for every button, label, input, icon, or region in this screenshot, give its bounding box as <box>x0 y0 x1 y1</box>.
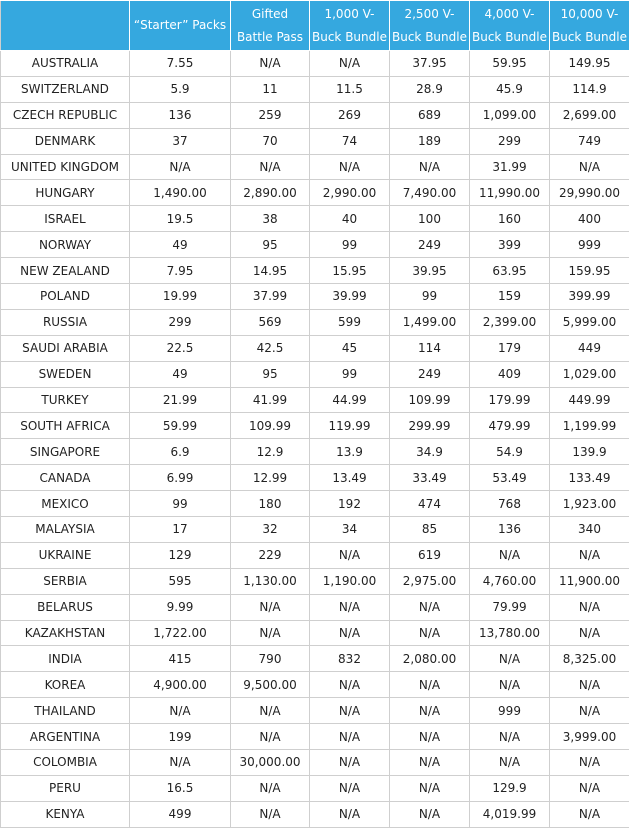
vbuck-2500-cell: 249 <box>390 361 470 387</box>
vbuck-4000-cell: N/A <box>470 542 550 568</box>
vbuck-4000-cell: 160 <box>470 206 550 232</box>
country-cell: THAILAND <box>1 698 130 724</box>
country-cell: KENYA <box>1 801 130 827</box>
table-row <box>1 206 629 232</box>
vbuck-1000-cell: 119.99 <box>310 413 390 439</box>
vbuck-1000-cell: 599 <box>310 309 390 335</box>
vbuck-4000-cell: 4,760.00 <box>470 568 550 594</box>
vbuck-10000-cell: 5,999.00 <box>550 309 629 335</box>
starter-packs-cell: 5.9 <box>130 76 231 102</box>
header-gifted-battle-pass: Gifted Battle Pass <box>231 1 310 51</box>
gifted-battle-pass-cell: 790 <box>231 646 310 672</box>
starter-packs-cell: 7.95 <box>130 258 231 284</box>
gifted-battle-pass-cell: 70 <box>231 128 310 154</box>
starter-packs-cell: 4,900.00 <box>130 672 231 698</box>
vbuck-4000-cell: 63.95 <box>470 258 550 284</box>
country-cell: NEW ZEALAND <box>1 258 130 284</box>
country-cell: MALAYSIA <box>1 517 130 543</box>
starter-packs-cell: 22.5 <box>130 335 231 361</box>
vbuck-10000-cell: N/A <box>550 698 629 724</box>
country-cell: UKRAINE <box>1 542 130 568</box>
starter-packs-cell: 595 <box>130 568 231 594</box>
vbuck-2500-cell: 249 <box>390 232 470 258</box>
gifted-battle-pass-cell: 95 <box>231 232 310 258</box>
gifted-battle-pass-cell: 38 <box>231 206 310 232</box>
country-cell: POLAND <box>1 284 130 310</box>
table-row <box>1 102 629 128</box>
vbuck-1000-cell: 2,990.00 <box>310 180 390 206</box>
vbuck-4000-cell: 299 <box>470 128 550 154</box>
starter-packs-cell: 199 <box>130 724 231 750</box>
vbuck-10000-cell: 139.9 <box>550 439 629 465</box>
vbuck-4000-cell: N/A <box>470 646 550 672</box>
gifted-battle-pass-cell: 32 <box>231 517 310 543</box>
table-row <box>1 258 629 284</box>
country-cell: UNITED KINGDOM <box>1 154 130 180</box>
vbuck-2500-cell: 2,080.00 <box>390 646 470 672</box>
vbuck-2500-cell: 1,499.00 <box>390 309 470 335</box>
vbuck-10000-cell: 1,199.99 <box>550 413 629 439</box>
vbuck-4000-cell: 54.9 <box>470 439 550 465</box>
vbuck-10000-cell: 3,999.00 <box>550 724 629 750</box>
vbuck-2500-cell: N/A <box>390 750 470 776</box>
vbuck-4000-cell: 4,019.99 <box>470 801 550 827</box>
starter-packs-cell: 1,490.00 <box>130 180 231 206</box>
country-cell: COLOMBIA <box>1 750 130 776</box>
starter-packs-cell: 415 <box>130 646 231 672</box>
vbuck-2500-cell: 28.9 <box>390 76 470 102</box>
vbuck-1000-cell: 1,190.00 <box>310 568 390 594</box>
table-row <box>1 128 629 154</box>
starter-packs-cell: 99 <box>130 491 231 517</box>
vbuck-1000-cell: 99 <box>310 361 390 387</box>
country-cell: PERU <box>1 775 130 801</box>
vbuck-4000-cell: 159 <box>470 284 550 310</box>
starter-packs-cell: 21.99 <box>130 387 231 413</box>
vbuck-2500-cell: N/A <box>390 801 470 827</box>
vbuck-1000-cell: N/A <box>310 775 390 801</box>
table-row <box>1 568 629 594</box>
country-cell: HUNGARY <box>1 180 130 206</box>
gifted-battle-pass-cell: N/A <box>231 775 310 801</box>
starter-packs-cell: 37 <box>130 128 231 154</box>
vbuck-2500-cell: 2,975.00 <box>390 568 470 594</box>
vbuck-4000-cell: 136 <box>470 517 550 543</box>
vbuck-2500-cell: 299.99 <box>390 413 470 439</box>
vbuck-2500-cell: N/A <box>390 672 470 698</box>
vbuck-2500-cell: 474 <box>390 491 470 517</box>
gifted-battle-pass-cell: N/A <box>231 51 310 77</box>
vbuck-4000-cell: 59.95 <box>470 51 550 77</box>
vbuck-1000-cell: 13.49 <box>310 465 390 491</box>
gifted-battle-pass-cell: N/A <box>231 154 310 180</box>
gifted-battle-pass-cell: 37.99 <box>231 284 310 310</box>
country-cell: SOUTH AFRICA <box>1 413 130 439</box>
vbuck-4000-cell: 768 <box>470 491 550 517</box>
vbuck-10000-cell: 340 <box>550 517 629 543</box>
vbuck-10000-cell: 133.49 <box>550 465 629 491</box>
gifted-battle-pass-cell: 229 <box>231 542 310 568</box>
vbuck-10000-cell: 29,990.00 <box>550 180 629 206</box>
vbuck-2500-cell: 619 <box>390 542 470 568</box>
header-country <box>1 1 130 51</box>
vbuck-10000-cell: 449 <box>550 335 629 361</box>
header-2500-vbuck-bundle: 2,500 V-Buck Bundle <box>390 1 470 51</box>
header-10000-vbuck-bundle: 10,000 V-Buck Bundle <box>550 1 629 51</box>
vbuck-1000-cell: N/A <box>310 620 390 646</box>
gifted-battle-pass-cell: 259 <box>231 102 310 128</box>
starter-packs-cell: 499 <box>130 801 231 827</box>
table-row <box>1 646 629 672</box>
starter-packs-cell: 7.55 <box>130 51 231 77</box>
vbuck-1000-cell: 11.5 <box>310 76 390 102</box>
vbuck-10000-cell: 11,900.00 <box>550 568 629 594</box>
vbuck-10000-cell: 749 <box>550 128 629 154</box>
vbuck-4000-cell: N/A <box>470 672 550 698</box>
country-cell: SAUDI ARABIA <box>1 335 130 361</box>
gifted-battle-pass-cell: N/A <box>231 698 310 724</box>
gifted-battle-pass-cell: N/A <box>231 620 310 646</box>
vbuck-1000-cell: N/A <box>310 542 390 568</box>
vbuck-1000-cell: 39.99 <box>310 284 390 310</box>
vbuck-10000-cell: 449.99 <box>550 387 629 413</box>
vbuck-10000-cell: 2,699.00 <box>550 102 629 128</box>
vbuck-1000-cell: 269 <box>310 102 390 128</box>
country-cell: CZECH REPUBLIC <box>1 102 130 128</box>
vbuck-10000-cell: N/A <box>550 801 629 827</box>
vbuck-2500-cell: N/A <box>390 698 470 724</box>
header-row <box>1 1 629 51</box>
table-row <box>1 413 629 439</box>
starter-packs-cell: 49 <box>130 361 231 387</box>
vbuck-1000-cell: N/A <box>310 51 390 77</box>
starter-packs-cell: 299 <box>130 309 231 335</box>
table-body <box>1 51 629 828</box>
vbuck-1000-cell: 34 <box>310 517 390 543</box>
vbuck-2500-cell: N/A <box>390 620 470 646</box>
vbuck-4000-cell: N/A <box>470 750 550 776</box>
header-starter-packs: “Starter” Packs <box>130 1 231 51</box>
vbuck-10000-cell: N/A <box>550 775 629 801</box>
starter-packs-cell: 19.99 <box>130 284 231 310</box>
vbuck-4000-cell: 31.99 <box>470 154 550 180</box>
vbuck-1000-cell: N/A <box>310 724 390 750</box>
gifted-battle-pass-cell: 569 <box>231 309 310 335</box>
country-cell: TURKEY <box>1 387 130 413</box>
table-row <box>1 491 629 517</box>
vbuck-10000-cell: 999 <box>550 232 629 258</box>
vbuck-2500-cell: 33.49 <box>390 465 470 491</box>
table-row <box>1 542 629 568</box>
vbuck-2500-cell: 109.99 <box>390 387 470 413</box>
vbuck-1000-cell: N/A <box>310 698 390 724</box>
vbuck-10000-cell: N/A <box>550 154 629 180</box>
vbuck-1000-cell: 45 <box>310 335 390 361</box>
vbuck-1000-cell: N/A <box>310 750 390 776</box>
vbuck-2500-cell: 34.9 <box>390 439 470 465</box>
vbuck-4000-cell: 999 <box>470 698 550 724</box>
country-cell: SERBIA <box>1 568 130 594</box>
vbuck-2500-cell: N/A <box>390 775 470 801</box>
table-row <box>1 309 629 335</box>
starter-packs-cell: 1,722.00 <box>130 620 231 646</box>
gifted-battle-pass-cell: 12.9 <box>231 439 310 465</box>
vbuck-10000-cell: 400 <box>550 206 629 232</box>
table-row <box>1 724 629 750</box>
vbuck-4000-cell: N/A <box>470 724 550 750</box>
table-row <box>1 750 629 776</box>
gifted-battle-pass-cell: 2,890.00 <box>231 180 310 206</box>
table-row <box>1 517 629 543</box>
gifted-battle-pass-cell: 42.5 <box>231 335 310 361</box>
gifted-battle-pass-cell: 95 <box>231 361 310 387</box>
gifted-battle-pass-cell: 30,000.00 <box>231 750 310 776</box>
vbuck-2500-cell: 39.95 <box>390 258 470 284</box>
gifted-battle-pass-cell: 11 <box>231 76 310 102</box>
country-cell: SWITZERLAND <box>1 76 130 102</box>
vbuck-4000-cell: 45.9 <box>470 76 550 102</box>
table-row <box>1 232 629 258</box>
country-cell: AUSTRALIA <box>1 51 130 77</box>
vbuck-10000-cell: N/A <box>550 750 629 776</box>
vbuck-10000-cell: N/A <box>550 620 629 646</box>
table-row <box>1 180 629 206</box>
table-row <box>1 439 629 465</box>
vbuck-1000-cell: N/A <box>310 154 390 180</box>
table-row <box>1 775 629 801</box>
starter-packs-cell: 16.5 <box>130 775 231 801</box>
vbuck-4000-cell: 179 <box>470 335 550 361</box>
header-4000-vbuck-bundle: 4,000 V-Buck Bundle <box>470 1 550 51</box>
vbuck-1000-cell: 13.9 <box>310 439 390 465</box>
starter-packs-cell: 59.99 <box>130 413 231 439</box>
vbuck-2500-cell: 85 <box>390 517 470 543</box>
starter-packs-cell: N/A <box>130 154 231 180</box>
starter-packs-cell: 136 <box>130 102 231 128</box>
country-cell: KOREA <box>1 672 130 698</box>
starter-packs-cell: 19.5 <box>130 206 231 232</box>
vbuck-1000-cell: 192 <box>310 491 390 517</box>
country-cell: MEXICO <box>1 491 130 517</box>
vbuck-1000-cell: N/A <box>310 594 390 620</box>
gifted-battle-pass-cell: 41.99 <box>231 387 310 413</box>
gifted-battle-pass-cell: 109.99 <box>231 413 310 439</box>
vbuck-4000-cell: 2,399.00 <box>470 309 550 335</box>
vbuck-10000-cell: 159.95 <box>550 258 629 284</box>
country-cell: KAZAKHSTAN <box>1 620 130 646</box>
vbuck-4000-cell: 409 <box>470 361 550 387</box>
table-row <box>1 801 629 827</box>
vbuck-4000-cell: 399 <box>470 232 550 258</box>
vbuck-1000-cell: 40 <box>310 206 390 232</box>
starter-packs-cell: 49 <box>130 232 231 258</box>
table-row <box>1 76 629 102</box>
country-cell: NORWAY <box>1 232 130 258</box>
starter-packs-cell: 9.99 <box>130 594 231 620</box>
starter-packs-cell: N/A <box>130 750 231 776</box>
vbuck-10000-cell: 114.9 <box>550 76 629 102</box>
table-row <box>1 387 629 413</box>
table-row <box>1 335 629 361</box>
vbuck-2500-cell: 189 <box>390 128 470 154</box>
table-row <box>1 620 629 646</box>
vbuck-10000-cell: 399.99 <box>550 284 629 310</box>
vbuck-2500-cell: N/A <box>390 724 470 750</box>
vbuck-1000-cell: 99 <box>310 232 390 258</box>
vbuck-10000-cell: 8,325.00 <box>550 646 629 672</box>
vbuck-10000-cell: N/A <box>550 542 629 568</box>
gifted-battle-pass-cell: 14.95 <box>231 258 310 284</box>
country-cell: BELARUS <box>1 594 130 620</box>
vbuck-4000-cell: 53.49 <box>470 465 550 491</box>
gifted-battle-pass-cell: 9,500.00 <box>231 672 310 698</box>
vbuck-4000-cell: 1,099.00 <box>470 102 550 128</box>
gifted-battle-pass-cell: N/A <box>231 724 310 750</box>
table-row <box>1 51 629 77</box>
vbuck-4000-cell: 13,780.00 <box>470 620 550 646</box>
country-cell: SWEDEN <box>1 361 130 387</box>
table-row <box>1 698 629 724</box>
header-1000-vbuck-bundle: 1,000 V-Buck Bundle <box>310 1 390 51</box>
table-row <box>1 594 629 620</box>
vbuck-4000-cell: 79.99 <box>470 594 550 620</box>
country-cell: INDIA <box>1 646 130 672</box>
vbuck-10000-cell: 1,029.00 <box>550 361 629 387</box>
vbuck-2500-cell: N/A <box>390 594 470 620</box>
vbuck-4000-cell: 129.9 <box>470 775 550 801</box>
starter-packs-cell: 6.9 <box>130 439 231 465</box>
country-cell: RUSSIA <box>1 309 130 335</box>
vbuck-2500-cell: 100 <box>390 206 470 232</box>
vbuck-2500-cell: 99 <box>390 284 470 310</box>
gifted-battle-pass-cell: 12.99 <box>231 465 310 491</box>
starter-packs-cell: 129 <box>130 542 231 568</box>
vbuck-4000-cell: 479.99 <box>470 413 550 439</box>
vbuck-4000-cell: 179.99 <box>470 387 550 413</box>
vbuck-2500-cell: 689 <box>390 102 470 128</box>
vbuck-4000-cell: 11,990.00 <box>470 180 550 206</box>
vbuck-10000-cell: 1,923.00 <box>550 491 629 517</box>
country-cell: CANADA <box>1 465 130 491</box>
country-cell: DENMARK <box>1 128 130 154</box>
vbuck-2500-cell: N/A <box>390 154 470 180</box>
vbuck-1000-cell: N/A <box>310 672 390 698</box>
vbuck-2500-cell: 7,490.00 <box>390 180 470 206</box>
table-row <box>1 465 629 491</box>
table-row <box>1 284 629 310</box>
country-cell: ARGENTINA <box>1 724 130 750</box>
vbuck-2500-cell: 114 <box>390 335 470 361</box>
starter-packs-cell: N/A <box>130 698 231 724</box>
gifted-battle-pass-cell: 180 <box>231 491 310 517</box>
gifted-battle-pass-cell: N/A <box>231 594 310 620</box>
starter-packs-cell: 17 <box>130 517 231 543</box>
vbuck-2500-cell: 37.95 <box>390 51 470 77</box>
vbuck-10000-cell: N/A <box>550 594 629 620</box>
country-cell: SINGAPORE <box>1 439 130 465</box>
vbuck-10000-cell: 149.95 <box>550 51 629 77</box>
gifted-battle-pass-cell: 1,130.00 <box>231 568 310 594</box>
country-cell: ISRAEL <box>1 206 130 232</box>
vbuck-1000-cell: 44.99 <box>310 387 390 413</box>
vbuck-1000-cell: 74 <box>310 128 390 154</box>
table-row <box>1 154 629 180</box>
vbuck-1000-cell: N/A <box>310 801 390 827</box>
starter-packs-cell: 6.99 <box>130 465 231 491</box>
vbuck-1000-cell: 15.95 <box>310 258 390 284</box>
table-row <box>1 672 629 698</box>
table-row <box>1 361 629 387</box>
gifted-battle-pass-cell: N/A <box>231 801 310 827</box>
vbuck-1000-cell: 832 <box>310 646 390 672</box>
vbuck-10000-cell: N/A <box>550 672 629 698</box>
